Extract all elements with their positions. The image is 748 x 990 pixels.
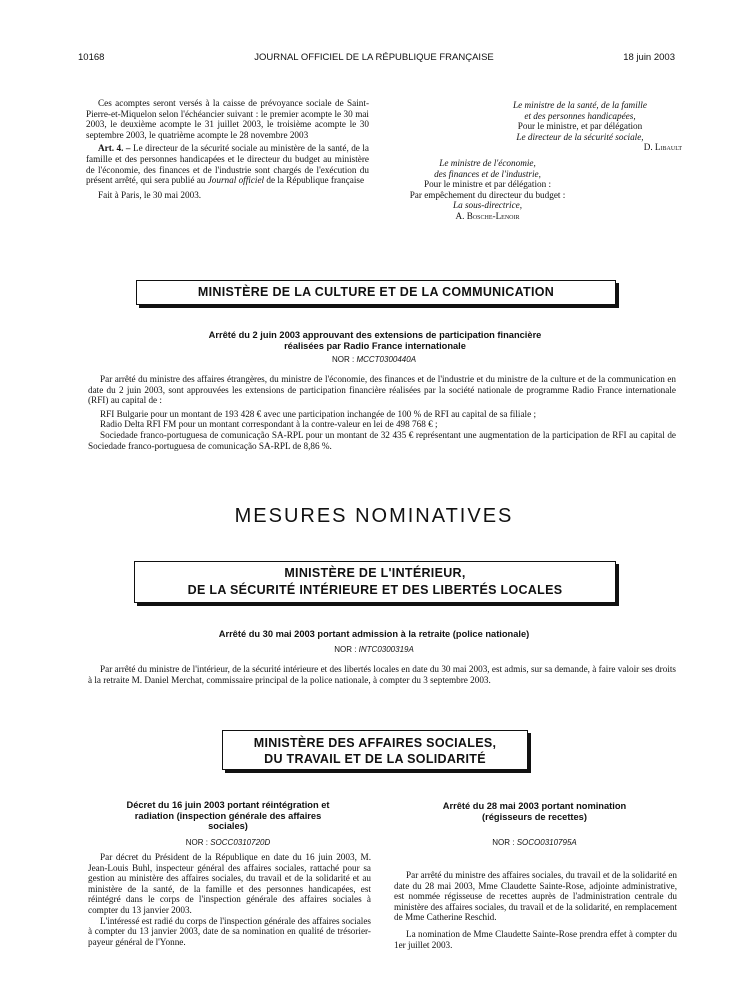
sig2-line4: Par empêchement du directeur du budget : — [409, 189, 566, 200]
culture-nor-code: MCCT0300440A — [356, 355, 417, 364]
signature-block-1 — [470, 100, 690, 153]
article-4-paragraph — [86, 143, 369, 185]
regisseurs-nor-code: SOCO0310795A — [516, 838, 577, 847]
sig1-name: D. Libault — [643, 142, 682, 153]
culture-item-1: RFI Bulgarie pour un montant de 193 428 € avec une participation inchangée de 100 % de RFI au capital de sa filiale ; — [100, 408, 537, 419]
interieur-arrete-title: Arrêté du 30 mai 2003 portant admission à la retraite (police nationale) — [218, 629, 530, 639]
affaires-sociales-ministry-line2: DU TRAVAIL ET DE LA SOLIDARITÉ — [264, 752, 486, 766]
sig1-line4: Le directeur de la sécurité sociale, — [516, 131, 644, 142]
interieur-paragraph: Par arrêté du ministre de l'intérieur, de la sécurité intérieure et des libertés locales en date du 30 mai 2003, est admis, sur sa demande, à faire valoir ses droits à la retraite M. Daniel Merchat, commissaire principal de la police nationale, à compter du 3 septembre 2003. — [88, 664, 676, 685]
regisseurs-paragraph-2: La nomination de Mme Claudette Sainte-Rose prendra effet à compter du 1er juillet 2003. — [394, 928, 677, 950]
sig2-line3: Pour le ministre et par délégation : — [423, 179, 552, 190]
header-date: 18 juin 2003 — [623, 52, 675, 63]
culture-arrete-title — [120, 330, 630, 351]
interieur-nor — [0, 645, 748, 654]
culture-nor-label: NOR : — [331, 355, 355, 364]
decret-title-line2: radiation (inspection générale des affaires — [134, 810, 322, 821]
decret-nor-code: SOCC0310720D — [210, 838, 271, 847]
sig1-line2: et des personnes handicapées, — [524, 110, 636, 121]
fait-a-paris: Fait à Paris, le 30 mai 2003. — [98, 189, 202, 200]
interieur-nor-code: INTC0300319A — [358, 645, 414, 654]
ministry-affaires-sociales-box — [222, 730, 528, 770]
culture-body — [88, 374, 676, 451]
sig1-line3: Pour le ministre, et par délégation — [517, 121, 643, 132]
journal-title: JOURNAL OFFICIEL DE LA RÉPUBLIQUE FRANÇAISE — [254, 52, 494, 63]
affaires-sociales-ministry-line1: MINISTÈRE DES AFFAIRES SOCIALES, — [253, 736, 497, 750]
sig2-name: A. Bosche-Lenoir — [455, 210, 520, 221]
article-4-label: Art. 4. – — [98, 143, 131, 154]
culture-arrete-title-line1: Arrêté du 2 juin 2003 approuvant des extensions de participation financière — [208, 330, 542, 340]
decret-body — [88, 852, 371, 947]
regisseurs-title-line1: Arrêté du 28 mai 2003 portant nomination — [442, 801, 627, 811]
interieur-ministry-line1: MINISTÈRE DE L'INTÉRIEUR, — [284, 566, 466, 580]
article-4-text: Le directeur de la sécurité sociale au ministère de la santé, de la famille et des personnes handicapées et le directeur du budget au ministère de l'économie, des finances et de l'industrie sont chargés de l'exécution du présent arrêté, qui sera publié au — [86, 143, 369, 186]
regisseurs-paragraph-1: Par arrêté du ministre des affaires sociales, du travail et de la solidarité en date du 28 mai 2003, Mme Claudette Sainte-Rose, adjointe administrative, est nommée régisseuse de recettes auprès de l'administration centrale du ministère des affaires sociales, du travail et de la solidarité, en remplacement de Mme Catherine Reschid. — [394, 870, 677, 923]
journal-officiel-ref: Journal officiel — [207, 175, 265, 186]
top-left-column — [86, 98, 369, 200]
ministry-culture-box: MINISTÈRE DE LA CULTURE ET DE LA COMMUNICATION — [136, 280, 616, 305]
sig2-line5: La sous-directrice, — [452, 200, 523, 211]
decret-nor — [88, 838, 368, 847]
culture-item-2: Radio Delta RFI FM pour un montant correspondant à la contre-valeur en lei de 498 768 € ; — [100, 419, 438, 430]
culture-paragraph: Par arrêté du ministre des affaires étrangères, du ministre de l'économie, des finances et de l'industrie et du ministre de la culture et de la communication en date du 2 juin 2003, sont approuvées les extensions de participation financière réalisées par la société nationale de programme Radio France internationale (RFI) au capital de : — [88, 374, 676, 406]
regisseurs-arrete-title — [392, 801, 677, 822]
culture-item-3: Sociedade franco-portuguesa de comunicação SA-RPL pour un montant de 32 435 € représentant une augmentation de la participation de RFI au capital de Sociedade franco-portuguesa de comunicação SA-RPL de 8,86 %. — [88, 429, 676, 451]
page-number: 10168 — [78, 52, 105, 63]
interieur-ministry-line2: DE LA SÉCURITÉ INTÉRIEURE ET DES LIBERTÉS LOCALES — [187, 583, 563, 597]
sig1-line1: Le ministre de la santé, de la famille — [513, 100, 647, 110]
decret-title-line1: Décret du 16 juin 2003 portant réintégration et — [126, 800, 330, 810]
culture-arrete-title-line2: réalisées par Radio France internationale — [284, 340, 466, 351]
decret-paragraph-1: Par décret du Président de la République en date du 16 juin 2003, M. Jean-Louis Buhl, inspecteur général des affaires sociales, rattaché pour sa gestion au ministère des affaires sociales, du travail et de la solidarité et au ministère de la santé, de la famille et des personnes handicapées, est réintégré dans le corps de l'inspection générale des affaires sociales à compter du 13 janvier 2003. — [88, 852, 371, 915]
acomptes-paragraph: Ces acomptes seront versés à la caisse de prévoyance sociale de Saint-Pierre-et-Miquelon selon l'échéancier suivant : le premier acompte le 30 mai 2003, le deuxième acompte le 31 juillet 2003, le troisième acompte le 30 septembre 2003, le quatrième acompte le 28 novembre 2003 — [86, 98, 369, 140]
decret-nor-label: NOR : — [185, 838, 208, 847]
regisseurs-nor — [392, 838, 677, 847]
regisseurs-title-line2: (régisseurs de recettes) — [482, 811, 587, 822]
regisseurs-nor-label: NOR : — [492, 838, 515, 847]
culture-nor — [0, 355, 748, 364]
decret-title-line3: sociales) — [208, 821, 248, 831]
decret-title — [88, 800, 368, 832]
article-4-end: de la République française — [264, 175, 365, 186]
decret-paragraph-2: L'intéressé est radié du corps de l'inspection générale des affaires sociales à compter du 13 janvier 2003, date de sa nomination en qualité de trésorier-payeur général de l'Yonne. — [88, 915, 371, 947]
sig2-line1: Le ministre de l'économie, — [439, 158, 536, 168]
interieur-nor-label: NOR : — [334, 645, 357, 654]
ministry-interieur-box — [134, 561, 616, 603]
signature-block-2 — [380, 158, 595, 222]
regisseurs-body — [394, 870, 677, 950]
interieur-body — [88, 664, 676, 685]
sig2-line2: des finances et de l'industrie, — [434, 168, 541, 179]
mesures-nominatives-heading: MESURES NOMINATIVES — [234, 505, 514, 527]
